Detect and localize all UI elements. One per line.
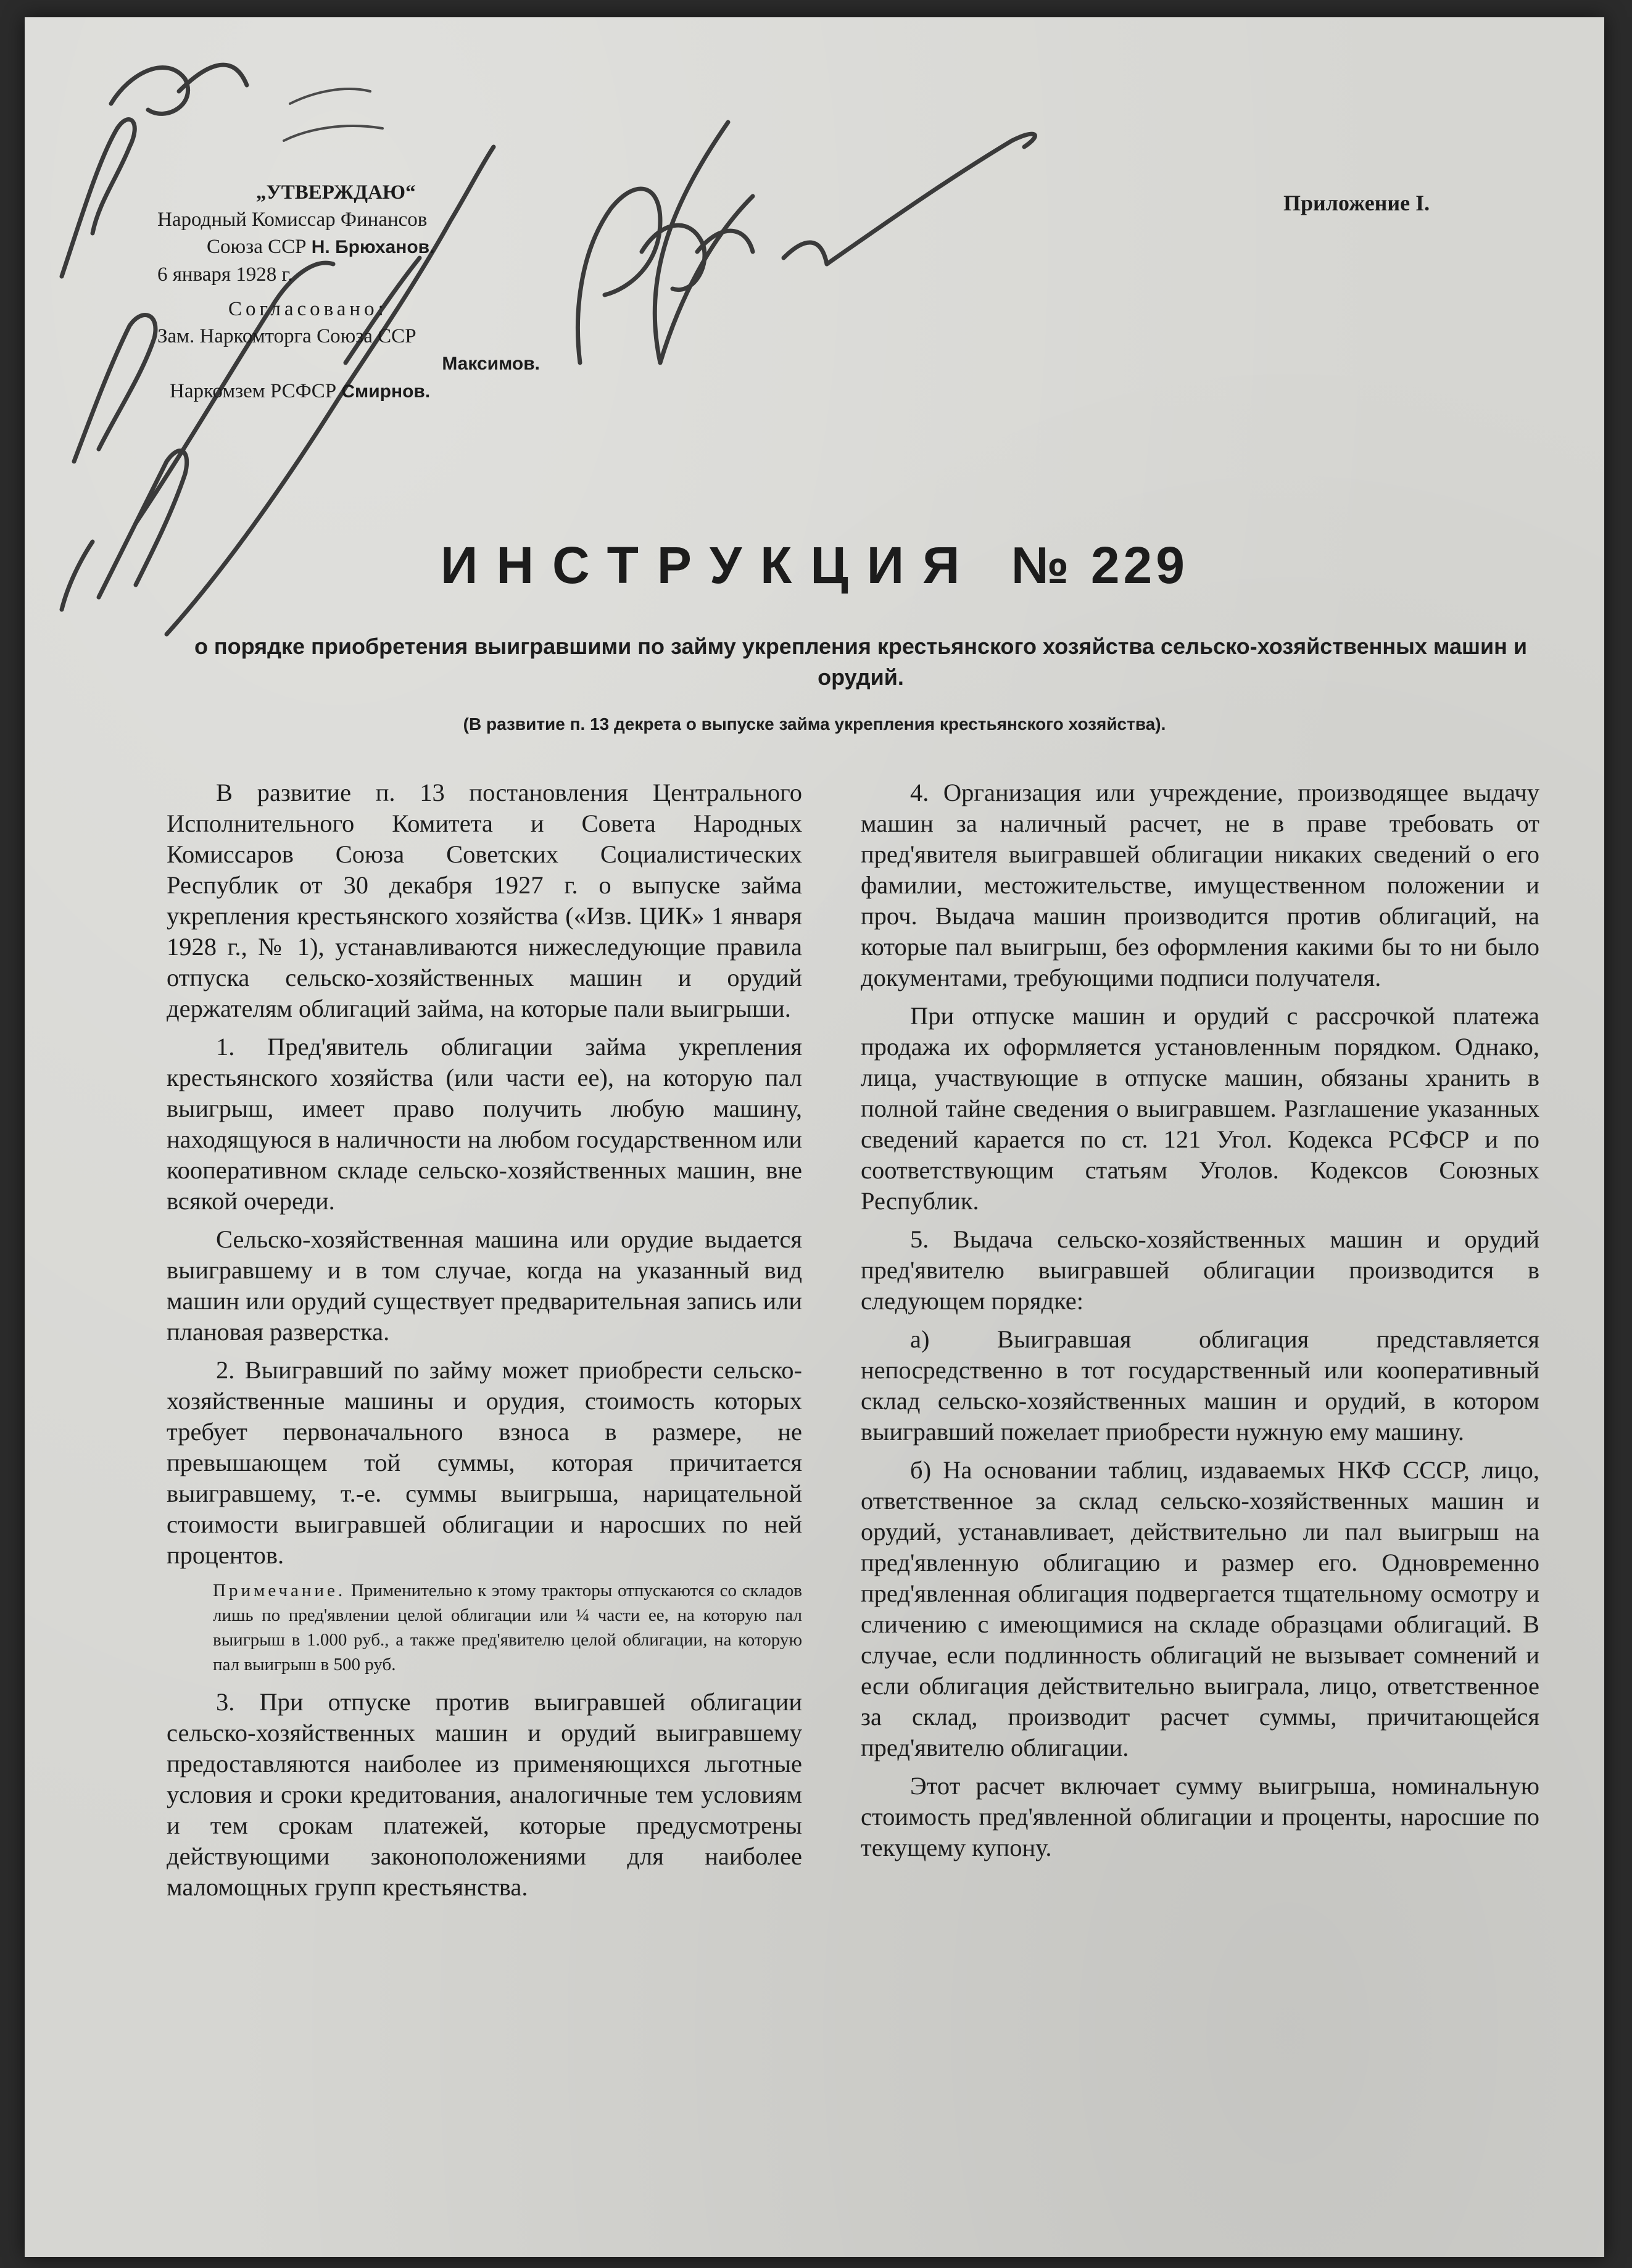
paragraph-item-4-cont: При отпуске машин и орудий с рассрочкой платежа продажа их оформляется установленным порядком. Однако, лица, участвующие в отпуске машин, обязаны хранить в полной тайне сведения о выигравшем. Разглашение указанных сведений карается по ст. 121 Угол. Кодекса РСФСР и по соответствующим статьям Уголов. Кодексов Союзных Республик. bbox=[861, 1002, 1539, 1215]
appendix-label: Приложение I. bbox=[1283, 191, 1430, 215]
document-subtitle: о порядке приобретения выигравшими по займу укрепления крестьянского хозяйства сельско-хозяйственных машин и орудий. bbox=[194, 634, 1528, 690]
maksimov-name: Максимов. bbox=[442, 354, 540, 374]
paragraph-item-5a: а) Выигравшая облигация представляется непосредственно в тот государственный или кооперативный склад сельско-хозяйственных машин и орудий, в котором выигравший пожелает приобрести нужную ему машину. bbox=[861, 1325, 1539, 1446]
approval-title: „УТВЕРЖДАЮ“ bbox=[256, 181, 416, 204]
approval-block bbox=[157, 179, 540, 405]
paragraph-item-1: 1. Пред'явитель облигации займа укрепления крестьянского хозяйства (или части ее), на которую пал выигрыш, имеет право получить любую машину, находящуюся в наличности на любом государственном или кооперативном складе сельско-хозяйственных машин, вне всякой очереди. bbox=[167, 1033, 802, 1215]
paragraph-calculation: Этот расчет включает сумму выигрыша, номинальную стоимость пред'явленной облигации и проценты, наросшие по текущему купону. bbox=[861, 1772, 1539, 1861]
agreed-line-narkomtorg: Зам. Наркомторга Союза ССР bbox=[157, 325, 416, 347]
paragraph-item-5b: б) На основании таблиц, издаваемых НКФ СССР, лицо, ответственное за склад сельско-хозяйственных машин и орудий, устанавливает, действительно ли пал выигрыш на пред'явленную облигацию и размер его. Одновременно пред'явленная облигация подвергается тщательному осмотру и сличению с имеющимися на складе образцами облигаций. В случае, если подлинность облигаций не вызывает сомнений и если облигация действительно выиграла, лицо, ответственное за склад, производит расчет суммы, причитающейся пред'явителю облигации. bbox=[861, 1456, 1539, 1761]
paragraph-item-5: 5. Выдача сельско-хозяйственных машин и орудий пред'явителю выигравшей облигации производится в следующем порядке: bbox=[861, 1225, 1539, 1315]
note-paragraph bbox=[167, 1578, 802, 1677]
approval-line-commissar: Народный Комиссар Финансов bbox=[157, 209, 428, 231]
left-column bbox=[167, 777, 802, 1910]
paragraph-item-2: 2. Выигравший по займу может приобрести сельско-хозяйственные машины и орудия, стоимость которых требует первоначального взноса в размере, не превышающем той суммы, которая причитается выигравшему, т.-е. суммы выигрыша, нарицательной стоимости выигравшей облигации и наросших по ней процентов. bbox=[167, 1356, 802, 1569]
paragraph-intro: В развитие п. 13 постановления Центрального Исполнительного Комитета и Совета Народных Комиссаров Союза Советских Социалистических Республик от 30 декабря 1927 г. о выпуске займа укрепления крестьянского хозяйства («Изв. ЦИК» 1 января 1928 г., № 1), устанавливаются нижеследующие правила отпуска сельско-хозяйственных машин и орудий держателям облигаций займа, на которые пали выигрыши. bbox=[167, 779, 802, 1022]
agreed-label: Согласовано: bbox=[228, 298, 387, 320]
paragraph-item-1-cont: Сельско-хозяйственная машина или орудие выдается выигравшему и в том случае, когда на указанный вид машин или орудий существует предварительная запись или плановая разверстка. bbox=[167, 1225, 802, 1346]
narkomzem-prefix: Наркомзем РСФСР bbox=[170, 380, 337, 402]
approval-date: 6 января 1928 г. bbox=[157, 263, 293, 286]
paragraph-item-3: 3. При отпуске против выигравшей облигации сельско-хозяйственных машин и орудий выигравшему предоставляются наиболее из применяющихся льготные условия и сроки кредитования, аналогичные тем условиям и тем срокам платежей, которые предусмотрены действующими законоположениями для наиболее маломощных групп крестьянства. bbox=[167, 1688, 802, 1901]
agreed-line-narkomzem bbox=[157, 378, 540, 405]
note-text: Применительно к этому тракторы отпускаются со складов лишь по пред'явлении целой облигации или ¼ части ее, на которую пал выигрыш в 1.000 руб., а также пред'явителю целой облигации, на которую пал выигрыш в 500 руб. bbox=[213, 1581, 803, 1674]
note-lead: Примечание. bbox=[213, 1581, 346, 1600]
approval-line-union bbox=[157, 233, 540, 261]
paragraph-item-4: 4. Организация или учреждение, производящее выдачу машин за наличный расчет, не в праве требовать от пред'явителя выигравшей облигации никаких сведений о его фамилии, местожительстве, имущественном положении и проч. Выдача машин производится против облигаций, на которые пал выигрыш, без оформления какими бы то ни было документами, требующими подписи получателя. bbox=[861, 779, 1539, 991]
development-note: (В развитие п. 13 декрета о выпуске займа укрепления крестьянского хозяйства). bbox=[463, 714, 1166, 734]
approval-signer-bryukhanov: Н. Брюханов. bbox=[311, 237, 435, 257]
document-page bbox=[25, 17, 1604, 2257]
right-column bbox=[861, 777, 1539, 1871]
agreed-signer-maksimov bbox=[157, 350, 540, 378]
approval-union-prefix: Союза ССР bbox=[207, 236, 307, 258]
agreed-signer-smirnov: Смирнов. bbox=[341, 381, 431, 402]
document-heading bbox=[25, 536, 1604, 595]
heading-word: ИНСТРУКЦИЯ bbox=[441, 536, 979, 594]
heading-number: № 229 bbox=[1011, 536, 1188, 594]
